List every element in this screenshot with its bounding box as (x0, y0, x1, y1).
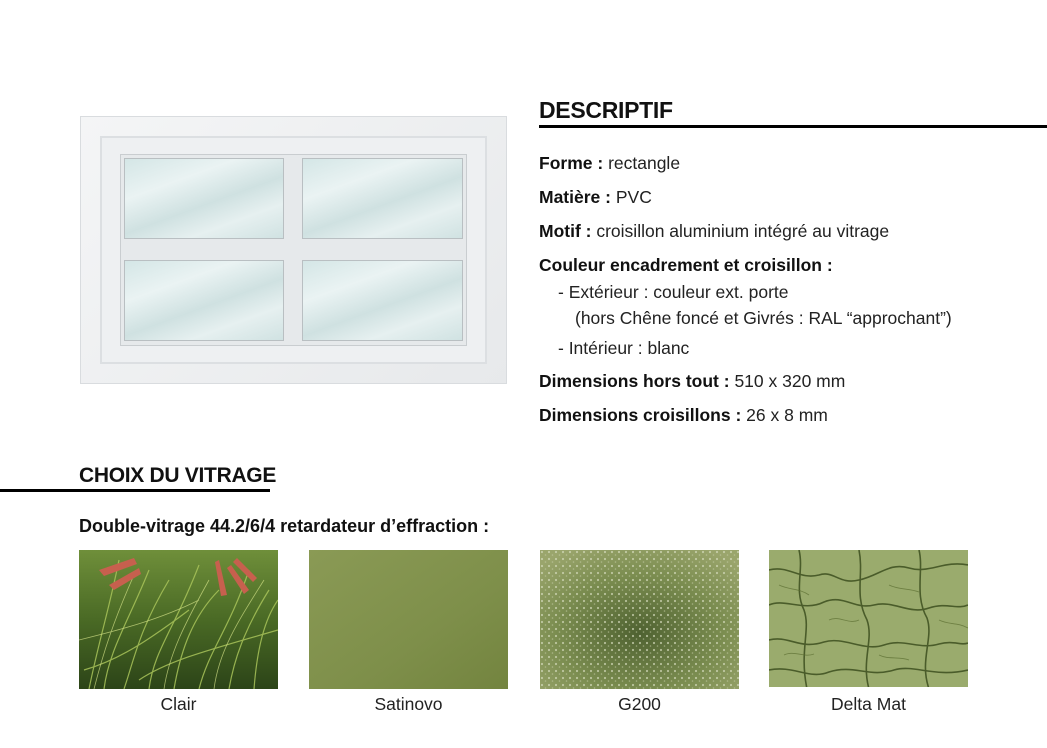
descriptif-rule (539, 125, 1047, 128)
droplets-texture (540, 550, 739, 689)
spec-motif-label: Motif : (539, 221, 592, 241)
spec-couleur-interieur: - Intérieur : blanc (558, 338, 690, 358)
caption-g200: G200 (618, 694, 661, 714)
spec-motif-value: croisillon aluminium intégré au vitrage (596, 221, 890, 241)
spec-forme (539, 153, 680, 174)
spec-couleur-exterieur: - Extérieur : couleur ext. porte (558, 282, 789, 302)
swatch-satinovo[interactable] (309, 550, 508, 689)
spec-matiere (539, 187, 652, 208)
swatch-g200[interactable] (540, 550, 739, 689)
spec-forme-value: rectangle (608, 153, 681, 173)
spec-dim-hors-tout-label: Dimensions hors tout : (539, 371, 730, 391)
spec-couleur (539, 255, 833, 276)
spec-matiere-value: PVC (615, 187, 652, 207)
foliage-texture (79, 550, 278, 689)
vitrage-title: CHOIX DU VITRAGE (79, 464, 277, 487)
window-illustration (80, 116, 507, 384)
spec-dim-croisillons-value: 26 x 8 mm (746, 405, 828, 425)
glass-pane-bottom-left (124, 260, 284, 341)
vitrage-rule (0, 489, 270, 492)
spec-couleur-exterieur-note: (hors Chêne foncé et Givrés : RAL “approchant”) (575, 308, 952, 328)
swatch-clair[interactable] (79, 550, 278, 689)
spec-dim-croisillons-label: Dimensions croisillons : (539, 405, 742, 425)
spec-matiere-label: Matière : (539, 187, 611, 207)
spec-forme-label: Forme : (539, 153, 604, 173)
descriptif-title: DESCRIPTIF (539, 97, 673, 123)
caption-clair: Clair (160, 694, 197, 714)
caption-satinovo: Satinovo (374, 694, 443, 714)
crackle-texture (769, 550, 968, 687)
satin-texture (309, 550, 508, 689)
swatch-delta-mat[interactable] (769, 550, 968, 687)
spec-motif (539, 221, 889, 242)
spec-dim-croisillons (539, 405, 828, 426)
spec-couleur-label: Couleur encadrement et croisillon : (539, 255, 833, 275)
window-sash (120, 154, 467, 346)
spec-dim-hors-tout-value: 510 x 320 mm (734, 371, 846, 391)
glass-pane-top-left (124, 158, 284, 239)
glass-pane-bottom-right (302, 260, 463, 341)
vitrage-subtitle: Double-vitrage 44.2/6/4 retardateur d’effraction : (79, 516, 490, 536)
glass-pane-top-right (302, 158, 463, 239)
caption-delta-mat: Delta Mat (831, 694, 906, 714)
spec-dim-hors-tout (539, 371, 845, 392)
